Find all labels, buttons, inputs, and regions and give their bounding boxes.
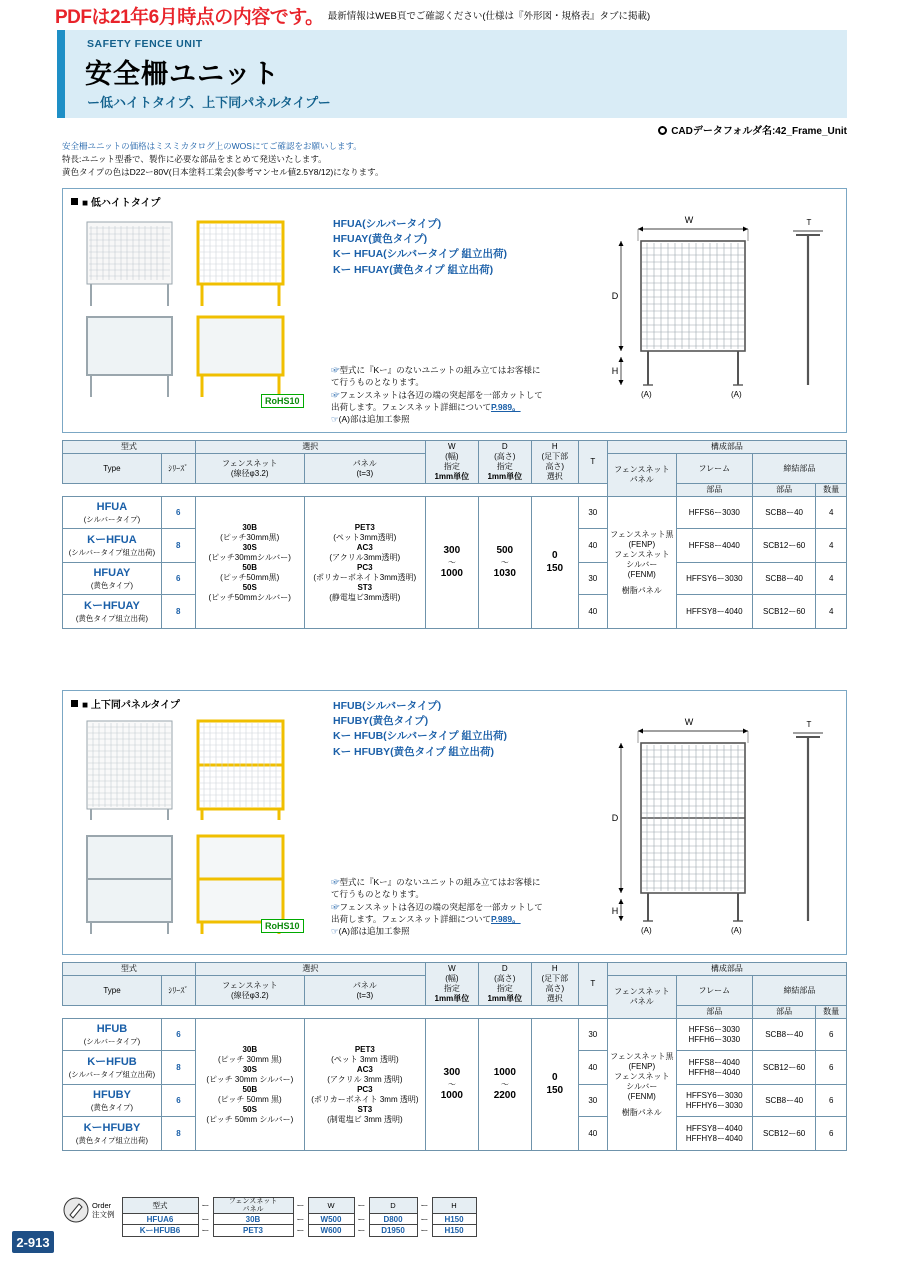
th-suryo: 数量 — [816, 484, 847, 497]
code-k-hfuby: Kー HFUBY(黄色タイプ 組立出荷) — [333, 745, 495, 758]
table-2-header-row-3 — [63, 1006, 847, 1019]
cell-panel-options: PET3 (ペット3mm透明) AC3 (アクリル3mm透明) PC3 (ポリカーボネイト3mm透明) ST3 (静電塩ビ3mm透明) — [304, 497, 425, 629]
th-frame: フレーム — [676, 976, 752, 1006]
order-2-h: H150 — [432, 1225, 476, 1237]
order-h-dash3: ー — [357, 1201, 366, 1211]
order-badge — [62, 1196, 121, 1238]
order-1-w: W500 — [308, 1214, 354, 1225]
cell-type-4: KーHFUAY (黄色タイプ組立出荷) — [63, 595, 162, 629]
bullet-icon — [658, 126, 667, 135]
cell-h-values: 0 150 — [531, 497, 578, 629]
order-example — [62, 1196, 582, 1238]
svg-text:H: H — [611, 906, 619, 916]
cell-fn-panel-text: フェンスネット黒 (FENP) フェンスネット シルバー (FENM) 樹脂パネル — [607, 497, 676, 629]
cell-frame-1: HFFS6ー3030 HFFH6ー3030 — [676, 1019, 752, 1051]
order-h-w: W — [308, 1198, 354, 1214]
cell-fastener-4: SCB12ー60 — [752, 1117, 815, 1151]
section-1-photo-silver-panel — [77, 309, 182, 404]
cell-fastener-2: SCB12ー60 — [752, 529, 816, 563]
order-1-d: D800 — [369, 1214, 417, 1225]
section-2-drawing — [563, 709, 838, 944]
th-suryo: 数量 — [816, 1006, 847, 1019]
intro-text — [62, 140, 582, 180]
th-d: D (高さ) 指定 1mm単位 — [478, 441, 531, 484]
square-bullet-icon — [71, 700, 78, 707]
cell-fastener-2: SCB12ー60 — [752, 1051, 815, 1085]
section-1-title: ■ 低ハイトタイプ — [71, 194, 160, 209]
svg-text:D: D — [611, 813, 619, 823]
intro-line-1: 安全柵ユニットの価格はミスミカタログ上のWOSにてご確認をお願いします。 — [62, 141, 362, 151]
cell-fastener-1: SCB8ー40 — [752, 1019, 815, 1051]
cell-qty-2: 4 — [816, 529, 847, 563]
top-notice — [0, 0, 900, 30]
th-fastener-buhin: 部品 — [752, 484, 816, 497]
order-1-dash3: ー — [357, 1214, 366, 1224]
cell-fastener-1: SCB8ー40 — [752, 497, 816, 529]
section-1-drawing — [563, 207, 838, 427]
table-1-header-row-1 — [63, 441, 847, 454]
th-fastener-buhin: 部品 — [752, 1006, 815, 1019]
cell-series-4: 8 — [161, 1117, 195, 1151]
order-pen-icon — [63, 1197, 89, 1223]
rohs-badge-1: RoHS10 — [261, 394, 304, 408]
order-2-dash1: ー — [201, 1226, 210, 1236]
cell-frame-3: HFFSY6ー3030 — [676, 563, 752, 595]
th-d: D (高さ) 指定 1mm単位 — [478, 963, 531, 1006]
cell-series-3: 6 — [161, 1085, 195, 1117]
th-series: ｼﾘｰｽﾞ — [161, 976, 195, 1006]
code-hfua: HFUA(シルバータイプ) — [333, 218, 442, 230]
order-h-dash2: ー — [296, 1201, 305, 1211]
order-h-h: H — [432, 1198, 476, 1214]
cad-folder-label — [658, 122, 847, 137]
cell-w-range: 300 ～ 1000 — [425, 1019, 478, 1151]
order-h-d: D — [369, 1198, 417, 1214]
svg-text:W: W — [684, 717, 694, 727]
cell-type-3: HFUBY (黄色タイプ) — [63, 1085, 162, 1117]
th-panel: パネル (t=3) — [304, 976, 425, 1006]
header-subtitle: ー低ハイトタイプ、上下同パネルタイプー — [87, 95, 331, 110]
cell-d-range: 1000 ～ 2200 — [478, 1019, 531, 1151]
page-title: 安全柵ユニット — [85, 59, 280, 89]
th-series: ｼﾘｰｽﾞ — [161, 454, 195, 484]
th-kata: 型式 — [63, 441, 196, 454]
cell-h-values: 0 150 — [531, 1019, 578, 1151]
section-2-photo-yellow-net — [188, 716, 293, 826]
th-fasteners: 締結部品 — [752, 454, 846, 484]
order-row-1 — [122, 1214, 476, 1225]
notice-headline: PDFは21年6月時点の内容です。 — [55, 6, 324, 28]
svg-text:(A): (A) — [641, 390, 652, 399]
section-1-photo-yellow-net — [188, 214, 293, 314]
th-w: W (幅) 指定 1mm単位 — [425, 441, 478, 484]
cell-t-1: 30 — [578, 1019, 607, 1051]
th-frame: フレーム — [676, 454, 752, 484]
order-1-dash1: ー — [201, 1214, 210, 1224]
page-number — [12, 1231, 54, 1253]
cell-fastener-3: SCB8ー40 — [752, 1085, 815, 1117]
order-2-dash2: ー — [296, 1226, 305, 1236]
cell-fastener-4: SCB12ー60 — [752, 595, 816, 629]
cell-type-3: HFUAY (黄色タイプ) — [63, 563, 162, 595]
cell-qty-3: 6 — [816, 1085, 847, 1117]
section-2-photo-silver-panel — [77, 831, 182, 941]
th-h: H (足下部 高さ) 選択 — [531, 441, 578, 484]
cell-frame-2: HFFS8ー4040 — [676, 529, 752, 563]
section-2-panel — [62, 690, 847, 955]
section-2-title: ■ 上下同パネルタイプ — [71, 696, 180, 711]
rohs-badge-2: RoHS10 — [261, 919, 304, 933]
cell-panel-options: PET3 (ペット 3mm 透明) AC3 (アクリル 3mm 透明) PC3 (ポリカーボネイト 3mm 透明) ST3 (制電塩ビ 3mm 透明) — [304, 1019, 425, 1151]
intro-line-2: 特長:ユニット型番で、製作に必要な部品をまとめて発送いたします。 — [62, 154, 327, 165]
cell-frame-2: HFFS8ー4040 HFFH8ー4040 — [676, 1051, 752, 1085]
notice-subtext: 最新情報はWEB頁でご確認ください(仕様は『外形図・規格表』タブに掲載) — [327, 11, 651, 22]
spec-table-1 — [62, 440, 847, 629]
code-k-hfuay: Kー HFUAY(黄色タイプ 組立出荷) — [333, 263, 494, 276]
th-fn-panel: フェンスネット パネル — [607, 976, 676, 1019]
table-1-header-row-3 — [63, 484, 847, 497]
th-frame-buhin: 部品 — [676, 1006, 752, 1019]
section-1-notes — [331, 364, 546, 426]
order-2-dash3: ー — [357, 1226, 366, 1236]
code-hfuby: HFUBY(黄色タイプ) — [333, 715, 429, 728]
th-type: Type — [63, 976, 162, 1006]
note-1: ☞型式に『Kー』のないユニットの組み立てはお客様にて行うものとなります。 — [331, 365, 541, 388]
cell-t-4: 40 — [578, 1117, 607, 1151]
svg-text:W: W — [684, 215, 694, 225]
order-2-fencenet: PET3 — [213, 1225, 293, 1237]
th-fasteners: 締結部品 — [752, 976, 846, 1006]
cell-w-range: 300 ～ 1000 — [425, 497, 478, 629]
cell-qty-4: 6 — [816, 1117, 847, 1151]
page-header — [57, 30, 847, 118]
note-2: ☞フェンスネットは各辺の端の突起部を一部カットして出荷します。フェンスネット詳細についてP.989。 — [331, 389, 543, 412]
order-badge-line2: 注文例 — [92, 1210, 115, 1219]
cell-t-3: 30 — [578, 563, 607, 595]
order-h-dash4: ー — [420, 1201, 429, 1211]
cell-series-2: 8 — [161, 1051, 195, 1085]
table-row — [63, 497, 847, 529]
cell-fencenet-options: 30B (ピッチ30mm黒) 30S (ピッチ30mmシルバー) 50B (ピッチ50mm黒) 50S (ピッチ50mmシルバー) — [195, 497, 304, 629]
cell-qty-4: 4 — [816, 595, 847, 629]
th-fn-panel: フェンスネット パネル — [607, 454, 676, 497]
svg-text:(A): (A) — [731, 926, 742, 935]
note-page-link[interactable]: P.989。 — [490, 913, 521, 924]
cell-series-1: 6 — [161, 497, 195, 529]
code-k-hfua: Kー HFUA(シルバータイプ 組立出荷) — [333, 248, 508, 261]
cell-t-2: 40 — [578, 529, 607, 563]
order-1-h: H150 — [432, 1214, 476, 1225]
section-1-panel — [62, 188, 847, 433]
cell-fn-panel-text: フェンスネット黒 (FENP) フェンスネット シルバー (FENM) 樹脂パネル — [607, 1019, 676, 1151]
th-frame-buhin: 部品 — [676, 484, 752, 497]
square-bullet-icon — [71, 198, 78, 205]
code-hfub: HFUB(シルバータイプ) — [333, 700, 442, 712]
cell-series-2: 8 — [161, 529, 195, 563]
note-page-link[interactable]: P.989。 — [490, 401, 521, 412]
order-table — [122, 1197, 477, 1237]
cell-t-4: 40 — [578, 595, 607, 629]
cell-t-3: 30 — [578, 1085, 607, 1117]
svg-text:(A): (A) — [641, 926, 652, 935]
header-english: SAFETY FENCE UNIT — [87, 38, 203, 50]
svg-text:(A): (A) — [731, 390, 742, 399]
cell-fastener-3: SCB8ー40 — [752, 563, 816, 595]
cell-type-2: KーHFUB (シルバータイプ組立出荷) — [63, 1051, 162, 1085]
code-k-hfub: Kー HFUB(シルバータイプ 組立出荷) — [333, 730, 508, 743]
cell-qty-2: 6 — [816, 1051, 847, 1085]
order-2-w: W600 — [308, 1225, 354, 1237]
order-2-kata: KーHFUB6 — [122, 1225, 198, 1237]
order-header-row — [122, 1198, 476, 1214]
cell-t-2: 40 — [578, 1051, 607, 1085]
cell-series-1: 6 — [161, 1019, 195, 1051]
order-2-dash4: ー — [420, 1226, 429, 1236]
th-h: H (足下部 高さ) 選択 — [531, 963, 578, 1006]
cell-series-4: 8 — [161, 595, 195, 629]
table-2-header-row-1 — [63, 963, 847, 976]
svg-text:T: T — [806, 720, 812, 729]
th-kousei: 構成部品 — [607, 963, 846, 976]
spec-table-2 — [62, 962, 847, 1151]
cell-qty-3: 4 — [816, 563, 847, 595]
cell-frame-4: HFFSY8ー4040 — [676, 595, 752, 629]
order-badge-line1: Order — [92, 1201, 112, 1210]
th-panel: パネル (t=3) — [304, 454, 425, 484]
cell-qty-1: 4 — [816, 497, 847, 529]
note-3: ☞(A)部は追加工参照 — [331, 926, 410, 937]
cell-d-range: 500 ～ 1030 — [478, 497, 531, 629]
section-1-photo-yellow-panel — [188, 309, 293, 404]
th-fencenet: フェンスネット (線径φ3.2) — [195, 976, 304, 1006]
order-1-dash4: ー — [420, 1214, 429, 1224]
cell-frame-3: HFFSY6ー3030 HFFHY6ー3030 — [676, 1085, 752, 1117]
svg-text:T: T — [806, 218, 812, 227]
page-num: -913 — [23, 1234, 50, 1250]
note-1: ☞型式に『Kー』のないユニットの組み立てはお客様にて行うものとなります。 — [331, 877, 541, 900]
page-chapter: 2 — [16, 1234, 24, 1250]
th-t: T — [578, 963, 607, 1006]
cell-fencenet-options: 30B (ピッチ 30mm 黒) 30S (ピッチ 30mm シルバー) 50B (ピッチ 50mm 黒) 50S (ピッチ 50mm シルバー) — [195, 1019, 304, 1151]
th-sentaku: 選択 — [195, 441, 425, 454]
th-kousei: 構成部品 — [607, 441, 846, 454]
order-table-cell — [121, 1196, 478, 1238]
note-3: ☞(A)部は追加工参照 — [331, 414, 410, 425]
th-fencenet: フェンスネット (線径φ3.2) — [195, 454, 304, 484]
order-1-fencenet: 30B — [213, 1214, 293, 1225]
order-1-dash2: ー — [296, 1214, 305, 1224]
note-2: ☞フェンスネットは各辺の端の突起部を一部カットして出荷します。フェンスネット詳細についてP.989。 — [331, 901, 543, 924]
th-t: T — [578, 441, 607, 484]
th-type: Type — [63, 454, 162, 484]
cell-type-1: HFUB (シルバータイプ) — [63, 1019, 162, 1051]
code-hfuay: HFUAY(黄色タイプ) — [333, 233, 428, 246]
th-sentaku: 選択 — [195, 963, 425, 976]
cad-folder-text: CADデータフォルダ名:42_Frame_Unit — [671, 126, 847, 137]
section-2-notes — [331, 876, 546, 938]
cell-type-1: HFUA (シルバータイプ) — [63, 497, 162, 529]
svg-text:D: D — [611, 291, 619, 301]
cell-frame-4: HFFSY8ー4040 HFFHY8ー4040 — [676, 1117, 752, 1151]
order-h-fencenet-panel: フェンスネット パネル — [213, 1198, 293, 1214]
order-1-kata: HFUA6 — [122, 1214, 198, 1225]
section-1-code-list — [333, 217, 507, 278]
order-2-d: D1950 — [369, 1225, 417, 1237]
svg-text:H: H — [611, 366, 619, 376]
intro-line-3: 黄色タイプの色はD22ー80V(日本塗料工業会)(参考マンセル値2.5Y8/12)になります。 — [62, 167, 384, 178]
section-2-photo-silver-net — [77, 716, 182, 826]
cell-frame-1: HFFS6ー3030 — [676, 497, 752, 529]
cell-series-3: 6 — [161, 563, 195, 595]
cell-type-2: KーHFUA (シルバータイプ組立出荷) — [63, 529, 162, 563]
cell-type-4: KーHFUBY (黄色タイプ組立出荷) — [63, 1117, 162, 1151]
order-row-2 — [122, 1225, 476, 1237]
section-2-code-list — [333, 699, 507, 760]
table-row — [63, 1019, 847, 1051]
section-1-photo-silver-net — [77, 214, 182, 314]
th-w: W (幅) 指定 1mm単位 — [425, 963, 478, 1006]
cell-t-1: 30 — [578, 497, 607, 529]
th-kata: 型式 — [63, 963, 196, 976]
cell-qty-1: 6 — [816, 1019, 847, 1051]
order-h-kata: 型式 — [122, 1198, 198, 1214]
order-h-dash1: ー — [201, 1201, 210, 1211]
